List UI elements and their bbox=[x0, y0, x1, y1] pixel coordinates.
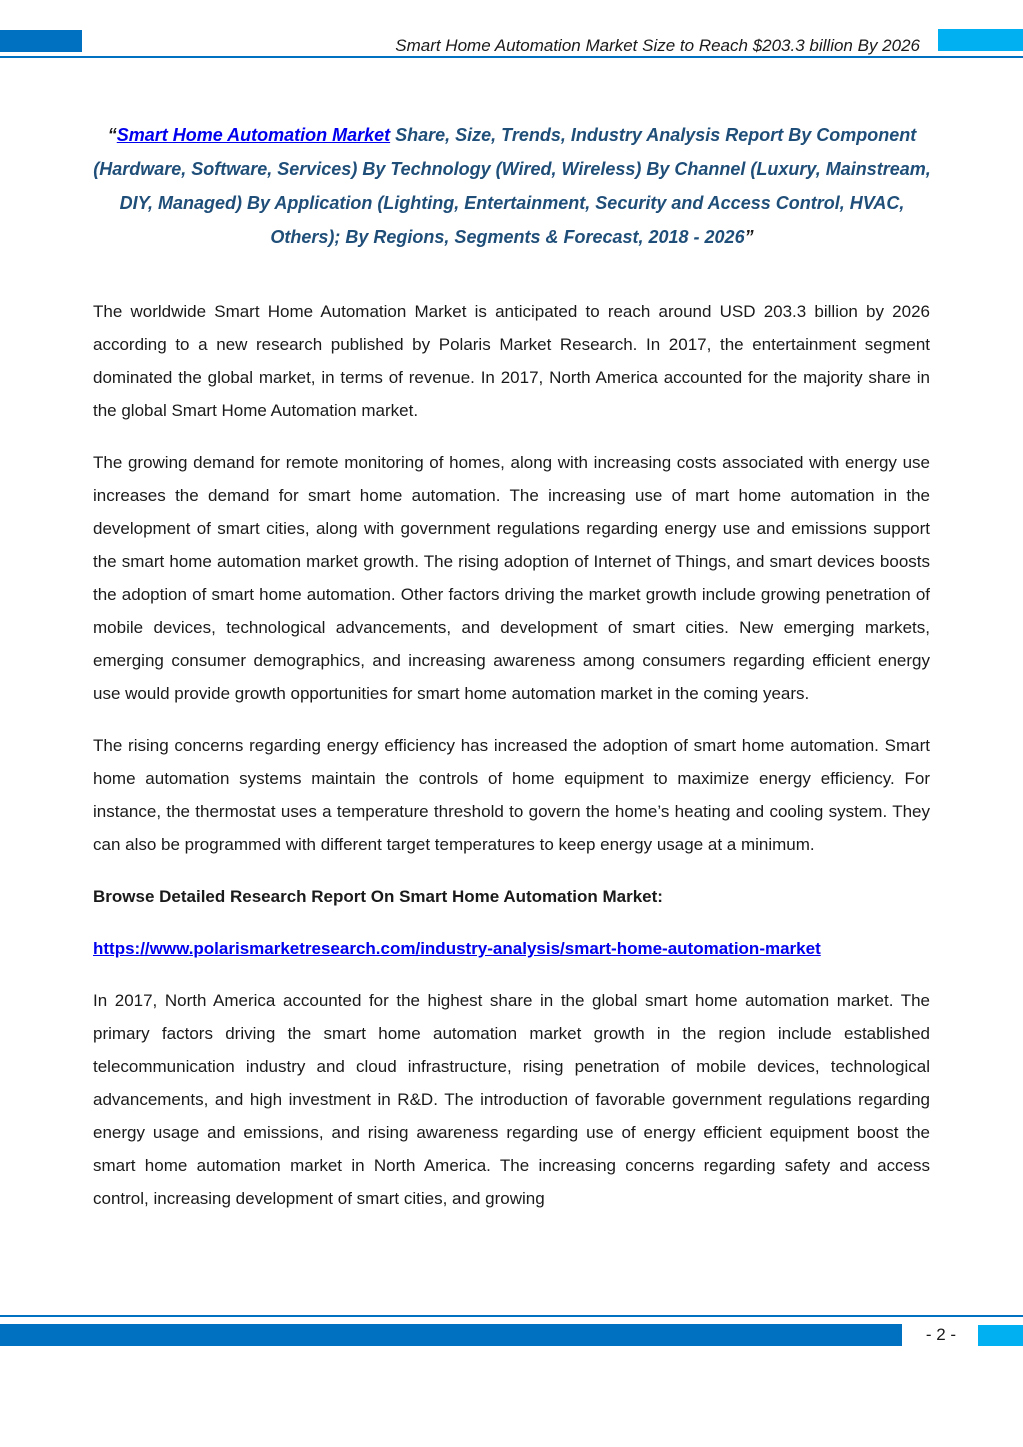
browse-heading: Browse Detailed Research Report On Smart Home Automation Market: bbox=[93, 887, 663, 906]
running-header-title: Smart Home Automation Market Size to Reach $203.3 billion By 2026 bbox=[395, 36, 920, 55]
paragraph-2: The growing demand for remote monitoring of homes, along with increasing costs associated with energy use increases the demand for smart home automation. The increasing use of mart home automation in the development of smart cities, along with government regulations regarding energy use and emissions support the smart home automation market growth. The rising adoption of Internet of Things, and smart devices boosts the adoption of smart home automation. Other factors driving the market growth include growing penetration of mobile devices, technological advancements, and development of smart cities. New emerging markets, emerging consumer demographics, and increasing awareness among consumers regarding efficient energy use would provide growth opportunities for smart home automation market in the coming years. bbox=[93, 453, 930, 703]
header-accent-block-left bbox=[0, 30, 82, 52]
title-market-link[interactable]: Smart Home Automation Market bbox=[116, 125, 391, 145]
report-url-link[interactable]: https://www.polarismarketresearch.com/industry-analysis/smart-home-automation-market bbox=[93, 939, 821, 958]
report-title bbox=[92, 118, 932, 254]
footer-accent-bar bbox=[0, 1324, 902, 1346]
header-rule bbox=[0, 56, 1023, 58]
paragraph-1: The worldwide Smart Home Automation Market is anticipated to reach around USD 203.3 billion by 2026 according to a new research published by Polaris Market Research. In 2017, the entertainment segment dominated the global market, in terms of revenue. In 2017, North America accounted for the majority share in the global Smart Home Automation market. bbox=[93, 302, 930, 420]
title-open-quote: “ bbox=[107, 125, 117, 145]
footer-accent-block-right bbox=[978, 1325, 1023, 1346]
header-accent-block-right bbox=[938, 29, 1023, 51]
document-body bbox=[93, 295, 930, 1234]
paragraph-4: In 2017, North America accounted for the highest share in the global smart home automation market. The primary factors driving the smart home automation market growth in the region include established telecommunication industry and cloud infrastructure, rising penetration of mobile devices, technological advancements, and high investment in R&D. The introduction of favorable government regulations regarding energy usage and emissions, and rising awareness regarding use of energy efficient equipment boost the smart home automation market in North America. The increasing concerns regarding safety and access control, increasing development of smart cities, and growing bbox=[93, 991, 930, 1208]
page-number: - 2 - bbox=[925, 1325, 957, 1344]
paragraph-3: The rising concerns regarding energy efficiency has increased the adoption of smart home automation. Smart home automation systems maintain the controls of home equipment to maximize energy efficiency. For instance, the thermostat uses a temperature threshold to govern the home’s heating and cooling system. They can also be programmed with different target temperatures to keep energy usage at a minimum. bbox=[93, 736, 930, 854]
title-close-quote: ” bbox=[744, 227, 754, 247]
title-rest: Share, Size, Trends, Industry Analysis Report By Component (Hardware, Software, Services) By Technology (Wired, Wireless) By Channel (Luxury, Mainstream, DIY, Managed) By Application (Lighting, Entertainment, Security and Access Control, HVAC, Others); By Regions, Segments & Forecast, 2018 - 2026 bbox=[93, 125, 931, 247]
footer-rule bbox=[0, 1315, 1023, 1317]
